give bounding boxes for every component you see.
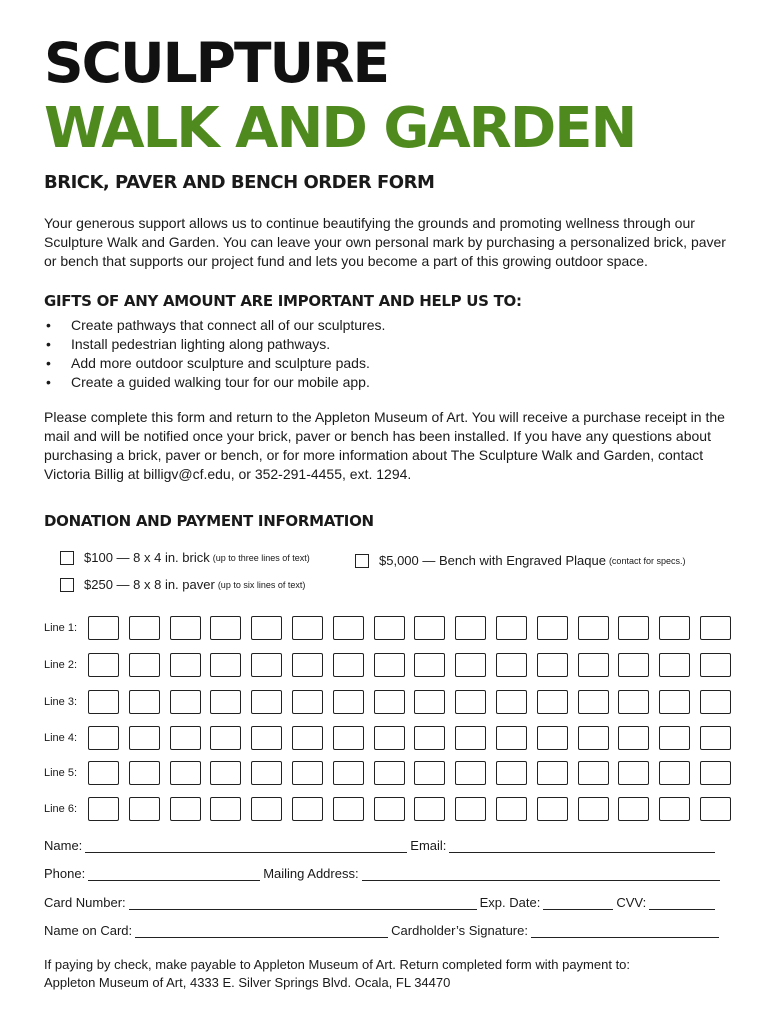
form-subtitle: BRICK, PAVER AND BENCH ORDER FORM — [44, 172, 435, 193]
bench-checkbox[interactable] — [355, 554, 369, 568]
char-cell[interactable] — [578, 653, 609, 677]
line-label: Line 2: — [44, 659, 78, 671]
phone-address-row — [44, 866, 723, 881]
char-cells[interactable] — [88, 690, 741, 714]
name-on-card-label: Name on Card: — [44, 923, 133, 938]
char-cells[interactable] — [88, 726, 741, 750]
title-line-1: SCULPTURE — [44, 31, 389, 95]
char-cell[interactable] — [578, 726, 609, 750]
char-cells[interactable] — [88, 797, 741, 821]
char-cell[interactable] — [210, 690, 241, 714]
char-cell[interactable] — [618, 761, 649, 785]
char-cells[interactable] — [88, 653, 741, 677]
char-cell[interactable] — [333, 726, 364, 750]
char-cell[interactable] — [88, 726, 119, 750]
name-email-row — [44, 838, 718, 853]
char-cell[interactable] — [251, 653, 282, 677]
char-cell[interactable] — [251, 797, 282, 821]
char-cell[interactable] — [292, 690, 323, 714]
mailing-address-field[interactable] — [362, 867, 720, 881]
option-bench[interactable] — [355, 553, 685, 568]
char-cell[interactable] — [88, 616, 119, 640]
footer-line-1: If paying by check, make payable to Appleton Museum of Art. Return completed form with payment to: — [44, 957, 631, 972]
char-cell[interactable] — [333, 761, 364, 785]
char-cell[interactable] — [210, 616, 241, 640]
char-cell[interactable] — [170, 761, 201, 785]
instructions-paragraph: Please complete this form and return to the Appleton Museum of Art. You will receive a purchase receipt in the mail and will be notified once your brick, paver or bench has been installed. If you have any questions about purchasing a brick, paver or bench, or for more information about The Sculpture Walk and Garden, contact Victoria Billig at billigv@cf.edu, or 352-291-4455, ext. 1294. — [44, 409, 725, 482]
char-cell[interactable] — [374, 726, 405, 750]
char-cell[interactable] — [210, 653, 241, 677]
phone-label: Phone: — [44, 866, 86, 881]
char-cell[interactable] — [496, 690, 527, 714]
char-cell[interactable] — [414, 653, 445, 677]
cvv-label: CVV: — [616, 895, 647, 910]
char-cell[interactable] — [618, 690, 649, 714]
footer-line-2: Appleton Museum of Art, 4333 E. Silver Springs Blvd. Ocala, FL 34470 — [44, 975, 451, 990]
option-label: $5,000 — Bench with Engraved Plaque — [379, 553, 606, 568]
char-cell[interactable] — [88, 653, 119, 677]
char-cell[interactable] — [496, 653, 527, 677]
char-cell[interactable] — [88, 797, 119, 821]
char-cell[interactable] — [618, 726, 649, 750]
char-cell[interactable] — [292, 761, 323, 785]
char-cell[interactable] — [170, 726, 201, 750]
char-cell[interactable] — [88, 761, 119, 785]
name-on-card-field[interactable] — [135, 924, 388, 938]
char-cell[interactable] — [659, 690, 690, 714]
char-cell[interactable] — [700, 797, 731, 821]
char-cell[interactable] — [455, 653, 486, 677]
phone-field[interactable] — [88, 867, 260, 881]
gifts-list — [44, 316, 385, 392]
char-cell[interactable] — [251, 616, 282, 640]
brick-checkbox[interactable] — [60, 551, 74, 565]
card-number-label: Card Number: — [44, 895, 126, 910]
option-brick[interactable] — [60, 550, 310, 565]
char-cell[interactable] — [618, 797, 649, 821]
option-note: (contact for specs.) — [608, 555, 686, 566]
char-cell[interactable] — [537, 797, 568, 821]
char-cell[interactable] — [170, 616, 201, 640]
char-cell[interactable] — [455, 797, 486, 821]
line-label: Line 5: — [44, 767, 78, 779]
signature-label: Cardholder’s Signature: — [391, 923, 528, 938]
engraving-line-4 — [44, 725, 741, 751]
char-cell[interactable] — [374, 797, 405, 821]
char-cell[interactable] — [374, 690, 405, 714]
char-cell[interactable] — [537, 726, 568, 750]
char-cell[interactable] — [251, 726, 282, 750]
char-cell[interactable] — [700, 653, 731, 677]
char-cell[interactable] — [414, 726, 445, 750]
char-cell[interactable] — [129, 616, 160, 640]
char-cell[interactable] — [129, 653, 160, 677]
mailing-address-label: Mailing Address: — [263, 866, 359, 881]
char-cell[interactable] — [496, 797, 527, 821]
donation-heading: DONATION AND PAYMENT INFORMATION — [44, 512, 374, 530]
char-cell[interactable] — [210, 726, 241, 750]
char-cell[interactable] — [88, 690, 119, 714]
char-cell[interactable] — [170, 690, 201, 714]
char-cell[interactable] — [700, 616, 731, 640]
list-item: • Create pathways that connect all of our sculptures. — [44, 316, 385, 335]
char-cell[interactable] — [537, 653, 568, 677]
list-item: • Create a guided walking tour for our mobile app. — [44, 373, 385, 392]
char-cell[interactable] — [170, 653, 201, 677]
char-cell[interactable] — [537, 690, 568, 714]
card-row — [44, 895, 718, 910]
char-cell[interactable] — [659, 761, 690, 785]
option-label: $250 — 8 x 8 in. paver — [84, 577, 215, 592]
char-cell[interactable] — [578, 616, 609, 640]
char-cell[interactable] — [210, 761, 241, 785]
char-cell[interactable] — [659, 653, 690, 677]
char-cell[interactable] — [659, 616, 690, 640]
char-cell[interactable] — [700, 726, 731, 750]
char-cell[interactable] — [292, 616, 323, 640]
engraving-line-1 — [44, 615, 741, 641]
card-number-field[interactable] — [129, 896, 477, 910]
name-label: Name: — [44, 838, 83, 853]
email-field[interactable] — [449, 839, 715, 853]
cvv-field[interactable] — [649, 896, 715, 910]
char-cell[interactable] — [659, 726, 690, 750]
name-field[interactable] — [85, 839, 407, 853]
char-cell[interactable] — [414, 797, 445, 821]
char-cell[interactable] — [292, 726, 323, 750]
char-cell[interactable] — [292, 797, 323, 821]
char-cell[interactable] — [578, 761, 609, 785]
char-cell[interactable] — [455, 616, 486, 640]
char-cell[interactable] — [170, 797, 201, 821]
char-cell[interactable] — [210, 797, 241, 821]
line-label: Line 6: — [44, 803, 78, 815]
char-cell[interactable] — [578, 797, 609, 821]
line-label: Line 1: — [44, 622, 78, 634]
card-holder-row — [44, 923, 722, 938]
char-cell[interactable] — [700, 690, 731, 714]
char-cell[interactable] — [618, 653, 649, 677]
char-cell[interactable] — [374, 761, 405, 785]
char-cell[interactable] — [537, 616, 568, 640]
char-cell[interactable] — [292, 653, 323, 677]
option-note: (up to six lines of text) — [217, 579, 306, 590]
option-note: (up to three lines of text) — [212, 552, 310, 563]
char-cell[interactable] — [129, 726, 160, 750]
exp-date-label: Exp. Date: — [479, 895, 541, 910]
char-cells[interactable] — [88, 761, 741, 785]
engraving-line-6 — [44, 796, 741, 822]
char-cell[interactable] — [374, 616, 405, 640]
char-cell[interactable] — [496, 761, 527, 785]
char-cell[interactable] — [129, 761, 160, 785]
char-cell[interactable] — [496, 616, 527, 640]
char-cell[interactable] — [333, 653, 364, 677]
option-paver[interactable] — [60, 577, 305, 592]
list-item: • Install pedestrian lighting along pathways. — [44, 335, 385, 354]
char-cell[interactable] — [414, 690, 445, 714]
char-cell[interactable] — [129, 690, 160, 714]
char-cell[interactable] — [659, 797, 690, 821]
engraving-line-5 — [44, 760, 741, 786]
option-label: $100 — 8 x 4 in. brick — [84, 550, 210, 565]
char-cell[interactable] — [578, 690, 609, 714]
exp-date-field[interactable] — [543, 896, 613, 910]
char-cell[interactable] — [455, 726, 486, 750]
char-cell[interactable] — [129, 797, 160, 821]
char-cell[interactable] — [537, 761, 568, 785]
email-label: Email: — [410, 838, 447, 853]
char-cell[interactable] — [414, 616, 445, 640]
char-cell[interactable] — [700, 761, 731, 785]
char-cell[interactable] — [414, 761, 445, 785]
char-cell[interactable] — [251, 690, 282, 714]
char-cell[interactable] — [333, 616, 364, 640]
char-cell[interactable] — [455, 761, 486, 785]
char-cells[interactable] — [88, 616, 741, 640]
char-cell[interactable] — [333, 690, 364, 714]
char-cell[interactable] — [618, 616, 649, 640]
engraving-line-3 — [44, 689, 741, 715]
paver-checkbox[interactable] — [60, 578, 74, 592]
title-line-2: WALK AND GARDEN — [44, 96, 636, 161]
list-item: • Add more outdoor sculpture and sculpture pads. — [44, 354, 385, 373]
char-cell[interactable] — [333, 797, 364, 821]
char-cell[interactable] — [251, 761, 282, 785]
char-cell[interactable] — [374, 653, 405, 677]
char-cell[interactable] — [455, 690, 486, 714]
footer — [44, 956, 630, 992]
gifts-heading: GIFTS OF ANY AMOUNT ARE IMPORTANT AND HELP US TO: — [44, 292, 522, 310]
signature-field[interactable] — [531, 924, 719, 938]
intro-paragraph: Your generous support allows us to continue beautifying the grounds and promoting wellness through our Sculpture Walk and Garden. You can leave your own personal mark by purchasing a personalized brick, paver or bench that supports our project fund and lets you become a part of this growing outdoor space. — [44, 215, 726, 269]
line-label: Line 3: — [44, 696, 78, 708]
line-label: Line 4: — [44, 732, 78, 744]
char-cell[interactable] — [496, 726, 527, 750]
engraving-line-2 — [44, 652, 741, 678]
